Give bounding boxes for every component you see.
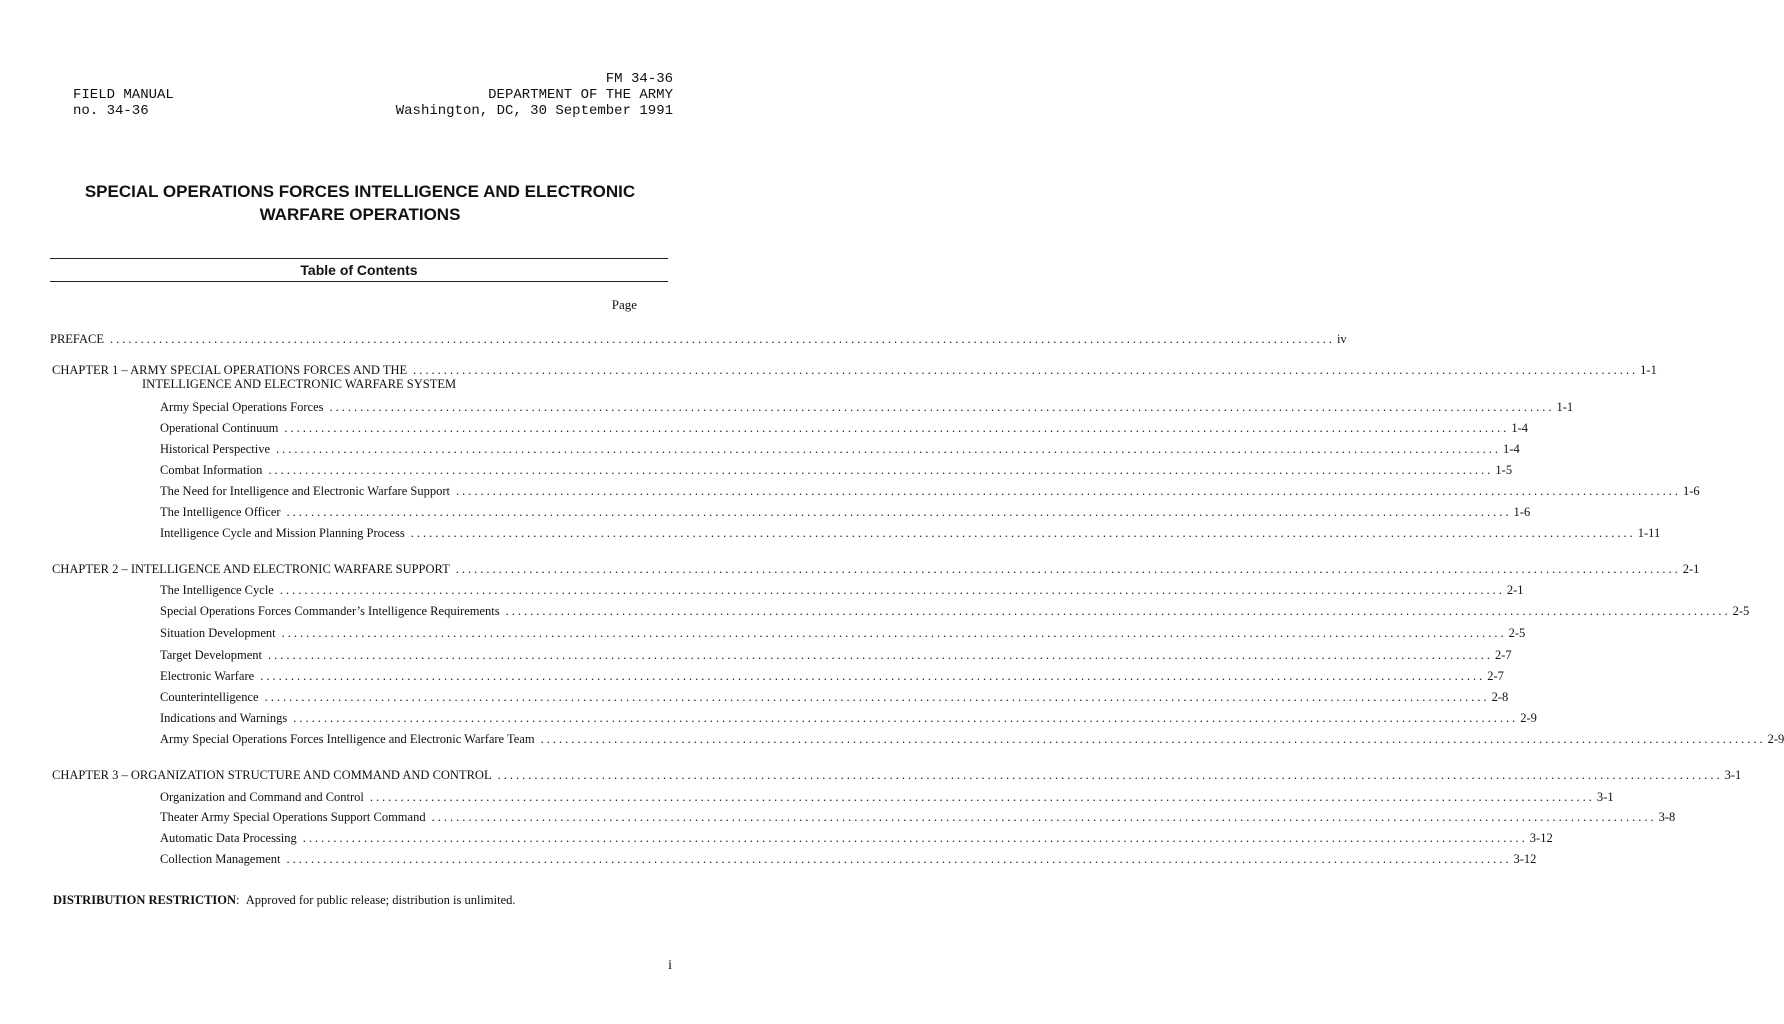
toc-section-page: 1-4 bbox=[1503, 442, 1520, 456]
toc-entry-preface[interactable] bbox=[50, 332, 1347, 347]
toc-section-label: Theater Army Special Operations Support Command bbox=[160, 810, 426, 824]
toc-section[interactable] bbox=[160, 732, 1784, 747]
leader-dots: ........................................................................................................................................................................................................ bbox=[410, 526, 1636, 540]
toc-chapter-label: CHAPTER 2 – INTELLIGENCE AND ELECTRONIC WARFARE SUPPORT bbox=[52, 562, 450, 576]
toc-entry-page: iv bbox=[1336, 332, 1347, 346]
toc-section-page: 1-11 bbox=[1637, 526, 1661, 540]
toc-section-page: 1-1 bbox=[1556, 400, 1574, 414]
header-department: DEPARTMENT OF THE ARMY bbox=[488, 87, 673, 103]
toc-section[interactable] bbox=[160, 505, 1531, 520]
leader-dots: ........................................................................................................................................................................................................ bbox=[109, 332, 1335, 346]
leader-dots: ........................................................................................................................................................................................................ bbox=[286, 505, 1512, 519]
toc-section-label: Operational Continuum bbox=[160, 421, 279, 435]
toc-section[interactable] bbox=[160, 400, 1574, 415]
leader-dots: ........................................................................................................................................................................................................ bbox=[286, 852, 1512, 866]
toc-section[interactable] bbox=[160, 526, 1661, 541]
toc-section[interactable] bbox=[160, 421, 1529, 436]
toc-section-label: Historical Perspective bbox=[160, 442, 271, 456]
title-line-1: SPECIAL OPERATIONS FORCES INTELLIGENCE AND ELECTRONIC bbox=[84, 182, 636, 201]
toc-section-page: 1-5 bbox=[1495, 463, 1513, 477]
toc-chapter-label: CHAPTER 3 – ORGANIZATION STRUCTURE AND COMMAND AND CONTROL bbox=[52, 768, 492, 782]
toc-rule-bottom bbox=[50, 281, 668, 282]
leader-dots: ........................................................................................................................................................................................................ bbox=[293, 711, 1519, 725]
leader-dots: ........................................................................................................................................................................................................ bbox=[281, 626, 1507, 640]
leader-dots: ........................................................................................................................................................................................................ bbox=[276, 442, 1502, 456]
toc-section-label: Special Operations Forces Commander’s Intelligence Requirements bbox=[160, 604, 500, 618]
toc-section-page: 1-6 bbox=[1682, 484, 1700, 498]
toc-chapter-3[interactable] bbox=[52, 768, 1742, 783]
header-manual-number: no. 34-36 bbox=[73, 103, 149, 119]
toc-section-page: 2-8 bbox=[1491, 690, 1509, 704]
page-folio: i bbox=[668, 958, 672, 973]
toc-chapter-label: CHAPTER 1 – ARMY SPECIAL OPERATIONS FORCES AND THE bbox=[52, 363, 408, 377]
distribution-restriction bbox=[53, 893, 516, 908]
document-title bbox=[40, 180, 680, 226]
toc-section-label: The Intelligence Cycle bbox=[160, 583, 274, 597]
toc-section-page: 2-1 bbox=[1506, 583, 1524, 597]
toc-heading: Table of Contents bbox=[300, 262, 418, 278]
toc-chapter-1[interactable] bbox=[52, 363, 1657, 378]
leader-dots: ........................................................................................................................................................................................................ bbox=[431, 810, 1657, 824]
title-line-2: WARFARE OPERATIONS bbox=[259, 205, 461, 224]
leader-dots: ........................................................................................................................................................................................................ bbox=[540, 732, 1766, 746]
toc-section-label: Situation Development bbox=[160, 626, 276, 640]
toc-chapter-page: 2-1 bbox=[1682, 562, 1700, 576]
toc-section-page: 3-1 bbox=[1596, 790, 1614, 804]
toc-section-label: Target Development bbox=[160, 648, 262, 662]
toc-chapter-1-continuation: INTELLIGENCE AND ELECTRONIC WARFARE SYSTEM bbox=[142, 377, 457, 391]
toc-section-label: Army Special Operations Forces Intelligence and Electronic Warfare Team bbox=[160, 732, 535, 746]
toc-section[interactable] bbox=[160, 690, 1509, 705]
toc-section-label: Collection Management bbox=[160, 852, 281, 866]
toc-chapter-page: 1-1 bbox=[1640, 363, 1657, 377]
toc-section[interactable] bbox=[160, 790, 1614, 805]
header-right bbox=[396, 71, 673, 119]
distribution-colon: : bbox=[236, 893, 246, 907]
toc-section-label: Counterintelligence bbox=[160, 690, 259, 704]
toc-section-label: Electronic Warfare bbox=[160, 669, 255, 683]
leader-dots: ........................................................................................................................................................................................................ bbox=[497, 768, 1723, 782]
distribution-text: Approved for public release; distribution is unlimited. bbox=[245, 893, 516, 907]
toc-section-page: 2-9 bbox=[1767, 732, 1784, 746]
toc-section[interactable] bbox=[160, 604, 1750, 619]
toc-section-page: 1-6 bbox=[1513, 505, 1531, 519]
toc-section[interactable] bbox=[160, 711, 1537, 726]
toc-section[interactable] bbox=[160, 831, 1553, 846]
toc-section-page: 2-5 bbox=[1508, 626, 1526, 640]
toc-section[interactable] bbox=[160, 626, 1526, 641]
toc-section-label: The Intelligence Officer bbox=[160, 505, 281, 519]
leader-dots: ........................................................................................................................................................................................................ bbox=[268, 463, 1494, 477]
toc-section[interactable] bbox=[160, 810, 1676, 825]
leader-dots: ........................................................................................................................................................................................................ bbox=[505, 604, 1731, 618]
leader-dots: ........................................................................................................................................................................................................ bbox=[264, 690, 1490, 704]
toc-section[interactable] bbox=[160, 463, 1513, 478]
leader-dots: ........................................................................................................................................................................................................ bbox=[455, 562, 1681, 576]
leader-dots: ........................................................................................................................................................................................................ bbox=[279, 583, 1505, 597]
toc-section-page: 2-7 bbox=[1487, 669, 1504, 683]
toc-section-label: Organization and Command and Control bbox=[160, 790, 364, 804]
toc-section[interactable] bbox=[160, 484, 1700, 499]
toc-section[interactable] bbox=[160, 442, 1520, 457]
toc-chapter-2[interactable] bbox=[52, 562, 1700, 577]
toc-section-label: Intelligence Cycle and Mission Planning Process bbox=[160, 526, 405, 540]
leader-dots: ........................................................................................................................................................................................................ bbox=[413, 363, 1639, 377]
toc-section[interactable] bbox=[160, 648, 1512, 663]
toc-section[interactable] bbox=[160, 583, 1524, 598]
page-column-label: Page bbox=[611, 297, 637, 312]
toc-entry-label: PREFACE bbox=[50, 332, 104, 346]
header-fm-number: FM 34-36 bbox=[605, 71, 673, 87]
toc-section-page: 2-9 bbox=[1520, 711, 1537, 725]
toc-section-label: Army Special Operations Forces bbox=[160, 400, 324, 414]
header-field-manual: FIELD MANUAL bbox=[73, 87, 174, 103]
header-left bbox=[73, 87, 174, 119]
toc-section-label: The Need for Intelligence and Electronic Warfare Support bbox=[160, 484, 450, 498]
leader-dots: ........................................................................................................................................................................................................ bbox=[329, 400, 1555, 414]
toc-section[interactable] bbox=[160, 852, 1537, 867]
distribution-label: DISTRIBUTION RESTRICTION bbox=[53, 893, 237, 907]
leader-dots: ........................................................................................................................................................................................................ bbox=[455, 484, 1681, 498]
toc-section-label: Automatic Data Processing bbox=[160, 831, 297, 845]
toc-section-page: 3-12 bbox=[1513, 852, 1537, 866]
toc-section-page: 2-7 bbox=[1494, 648, 1512, 662]
toc-section[interactable] bbox=[160, 669, 1504, 684]
toc-section-label: Combat Information bbox=[160, 463, 263, 477]
toc-section-page: 3-8 bbox=[1658, 810, 1676, 824]
leader-dots: ........................................................................................................................................................................................................ bbox=[284, 421, 1510, 435]
header-date: Washington, DC, 30 September 1991 bbox=[395, 103, 673, 119]
toc-section-page: 3-12 bbox=[1529, 831, 1553, 845]
leader-dots: ........................................................................................................................................................................................................ bbox=[260, 669, 1486, 683]
leader-dots: ........................................................................................................................................................................................................ bbox=[267, 648, 1493, 662]
leader-dots: ........................................................................................................................................................................................................ bbox=[302, 831, 1528, 845]
leader-dots: ........................................................................................................................................................................................................ bbox=[369, 790, 1595, 804]
toc-section-page: 2-5 bbox=[1732, 604, 1750, 618]
toc-rule-top bbox=[50, 258, 668, 259]
toc-section-page: 1-4 bbox=[1511, 421, 1529, 435]
toc-chapter-page: 3-1 bbox=[1724, 768, 1742, 782]
toc-section-label: Indications and Warnings bbox=[160, 711, 288, 725]
